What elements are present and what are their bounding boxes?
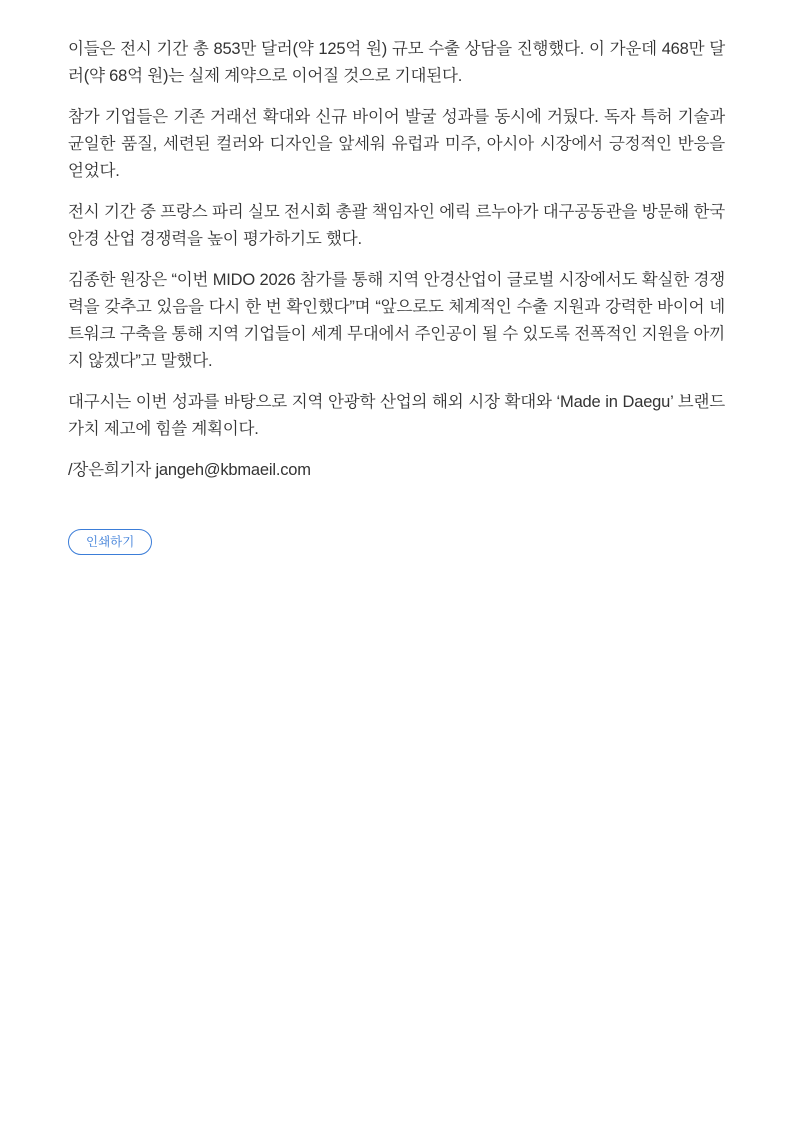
button-row (68, 529, 725, 555)
article-paragraph: 참가 기업들은 기존 거래선 확대와 신규 바이어 발굴 성과를 동시에 거뒀다. 독자 특허 기술과 균일한 품질, 세련된 컬러와 디자인을 앞세워 유럽과 미주, 아시아 시장에서 긍정적인 반응을 얻었다. (68, 108, 725, 180)
article-paragraph: 이들은 전시 기간 총 853만 달러(약 125억 원) 규모 수출 상담을 진행했다. 이 가운데 468만 달러(약 68억 원)는 실제 계약으로 이어질 것으로 기대된다. (68, 40, 725, 85)
article-paragraph: 대구시는 이번 성과를 바탕으로 지역 안광학 산업의 해외 시장 확대와 ‘Made in Daegu’ 브랜드 가치 제고에 힘쓸 계획이다. (68, 393, 725, 438)
article-byline: /장은희기자 jangeh@kbmaeil.com (68, 461, 311, 479)
print-button[interactable]: 인쇄하기 (68, 529, 152, 555)
article-paragraph: 김종한 원장은 “이번 MIDO 2026 참가를 통해 지역 안경산업이 글로벌 시장에서도 확실한 경쟁력을 갖추고 있음을 다시 한 번 확인했다”며 “앞으로도 체계적인 수출 지원과 강력한 바이어 네트워크 구축을 통해 지역 기업들이 세계 무대에서 주인공이 될 수 있도록 전폭적인 지원을 아끼지 않겠다”고 말했다. (68, 271, 725, 370)
article-body (68, 36, 725, 484)
article-paragraph: 전시 기간 중 프랑스 파리 실모 전시회 총괄 책임자인 에릭 르누아가 대구공동관을 방문해 한국 안경 산업 경쟁력을 높이 평가하기도 했다. (68, 203, 725, 248)
